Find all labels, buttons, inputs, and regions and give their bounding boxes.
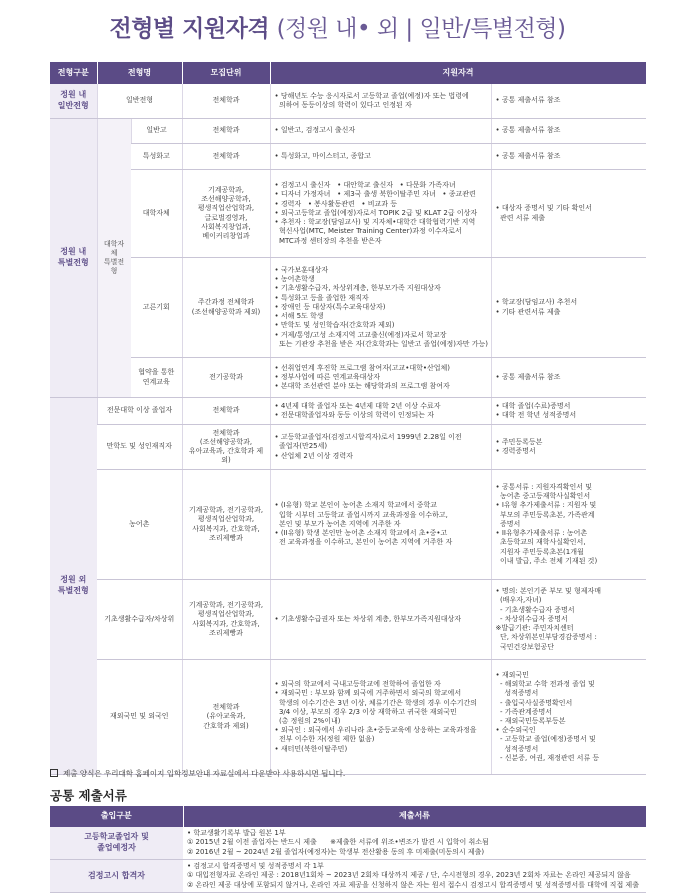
- type-name: 전문대학 이상 졸업자: [97, 398, 182, 425]
- list-line: • 새터민(북한이탈주민): [274, 744, 348, 753]
- list-line: • 외국의 학교에서 국내고등학교에 전학하여 졸업한 자: [274, 680, 441, 689]
- page-title: 전형별 지원자격 (정원 내• 외 | 일반/특별전형): [109, 16, 566, 42]
- list-line: • 서해 5도 학생: [274, 312, 324, 321]
- doc-cell: [491, 580, 646, 660]
- list-line: • 특성화고, 마이스터고, 종합고: [274, 151, 371, 160]
- table-row: [50, 144, 646, 170]
- type-name: 만학도 및 성인재직자: [97, 425, 182, 470]
- qual-cell: [270, 84, 491, 119]
- col-header: 출입구분: [50, 806, 183, 827]
- list-line: 국민건강보험공단: [495, 642, 555, 651]
- type-name: 특성화고: [131, 144, 182, 170]
- qual-cell: [270, 425, 491, 470]
- qual-cell: [270, 358, 491, 398]
- list-line: • 검정고시 출신자 • 대안학교 출신자 • 다문화 가족자녀: [274, 181, 456, 190]
- list-line: 졸업자(만25세): [274, 442, 328, 451]
- list-line: (배우자,자녀): [495, 596, 542, 605]
- qual-cell: [270, 170, 491, 258]
- list-line: • (II유형) 학생 본인만 농어촌 소재지 학교에서 초•중•고: [274, 529, 448, 538]
- list-line: - 기초생활수급자 증명서: [495, 605, 575, 614]
- doc-cell: [491, 398, 646, 425]
- doc-cell: [491, 84, 646, 119]
- list-line: • 특성화고 등을 졸업한 재직자: [274, 293, 369, 302]
- list-line: 혁신사업(MTC, Meister Training Center)과정 이수자로서: [274, 227, 462, 236]
- list-line: • 선취업연계 후진학 프로그램 참여자(고교•대학•산업체): [274, 363, 451, 372]
- list-line: 단, 차상위본인부담경감증명서 :: [495, 633, 597, 642]
- doc-cell: [491, 470, 646, 580]
- list-line: 농어촌 중고등재학사실확인서: [495, 492, 591, 501]
- list-line: 학생의 이수기간은 3년 이상, 체류기간은 학생의 경우 이수기간의: [274, 698, 478, 707]
- col-header: 전형명: [97, 62, 182, 84]
- qualification-table: [50, 62, 647, 775]
- list-line: • 주민등록등본: [495, 437, 543, 446]
- table-row: [50, 84, 646, 119]
- list-line: • 장애인 등 대상자(특수교육대상자): [274, 302, 386, 311]
- list-line: ② 2016년 2월 ~ 2024년 2월 졸업자(예정자)는 학생부 전산활용 동의 후 미제출(미동의시 제출): [187, 847, 485, 856]
- list-line: • 공통 제출서류 참조: [495, 126, 561, 135]
- list-line: 성적증명서: [495, 689, 539, 698]
- list-line: (총 정원의 2%이내): [274, 717, 341, 725]
- table-row: [50, 580, 646, 660]
- category-cell: 정원 내 일반전형: [50, 84, 97, 119]
- list-line: • 고등학교졸업자(검정고시합격자)로서 1999년 2.28일 이전: [274, 433, 462, 442]
- category-cell: 고등학교졸업자 및 졸업예정자: [50, 827, 183, 860]
- list-line: 성적증명서: [495, 744, 539, 753]
- list-line: • 명의: 본인기준 부모 및 형제자매: [495, 587, 602, 596]
- table-row: [50, 258, 646, 358]
- list-line: • 디자너 가정자녀 • 제3국 출생 북한이탈주민 자녀 • 종교관련: [274, 190, 476, 199]
- list-line: • 본대학 조선관련 분야 또는 해당학과의 프로그램 참여자: [274, 382, 450, 391]
- doc-cell: [183, 827, 646, 860]
- unit-cell: 기계공학과, 전기공학과, 평생직업산업학과, 사회복지과, 간호학과, 조리제빵과: [182, 580, 270, 660]
- table-row: [50, 170, 646, 258]
- qual-cell: [270, 119, 491, 144]
- unit-cell: 전체학과: [182, 144, 270, 170]
- doc-cell: [491, 170, 646, 258]
- list-line: • 외국인 : 외국에서 우리나라 초•중등교육에 상응하는 교육과정을: [274, 726, 477, 735]
- list-line: 3/4 이상, 부모의 경우 2/3 이상 재학하고 귀국한 재외국민: [274, 707, 457, 716]
- list-line: • II유형추가제출서류 : 농어촌: [495, 529, 588, 538]
- doc-cell: [491, 119, 646, 144]
- type-name: 농어촌: [97, 470, 182, 580]
- list-line: • (I유형) 학교 본인이 농어촌 소재지 학교에서 중학교: [274, 501, 437, 510]
- list-line: 증명서: [495, 519, 521, 528]
- list-line: 또는 기관장 추천을 받은 자(간호학과는 일반고 졸업(예정)자만 가능): [274, 339, 489, 348]
- list-line: • 재외국민: [495, 670, 529, 679]
- list-line: 전부 이수한 자(정원 제한 없음): [274, 735, 375, 744]
- category-cell: 검정고시 합격자: [50, 860, 183, 893]
- list-line: • 일반고, 검정고시 출신자: [274, 126, 356, 135]
- col-header: 제출서류: [183, 806, 646, 827]
- table-row: [50, 660, 646, 775]
- qual-cell: [270, 470, 491, 580]
- list-line: • I유형 추가제출서류 : 지원자 및: [495, 501, 597, 510]
- list-line: ② 온라인 제공 대상에 포함되지 않거나, 온라인 자료 제공을 신청하지 않은 자는 원서 접수시 검정고시 합격증명서 및 성적증명서를 대학에 직접 제출: [187, 880, 639, 889]
- table-row: [50, 470, 646, 580]
- list-line: ① 2015년 2월 이전 졸업자는 반드시 제출 ※제출한 서류에 위조•변조가 발견 시 입학이 취소됨: [187, 838, 489, 847]
- list-line: ※발급기관: 주민자치센터: [495, 624, 574, 633]
- doc-cell: [491, 144, 646, 170]
- list-line: • 대상자 증명서 및 기타 확인서: [495, 204, 592, 213]
- list-line: • 공통서류 : 지원자격확인서 및: [495, 482, 593, 491]
- list-line: • 재외국민 : 부모와 함께 외국에 거주하면서 외국의 학교에서: [274, 689, 462, 698]
- group-cell: 대학자체 특별전형: [97, 119, 131, 398]
- list-line: MTC과정 센터장의 추천을 받은자: [274, 236, 382, 245]
- table-row: [50, 119, 646, 144]
- type-name: 협약을 통한 연계교육: [131, 358, 182, 398]
- docs-section-title: 공통 제출서류: [50, 788, 127, 803]
- doc-cell: [491, 258, 646, 358]
- category-cell: 정원 외 특별전형: [50, 398, 97, 775]
- list-line: • 농어촌학생: [274, 275, 315, 284]
- list-line: 부모의 주민등록초본, 가족관계: [495, 510, 595, 519]
- type-name: 재외국민 및 외국인: [97, 660, 182, 775]
- qual-cell: [270, 258, 491, 358]
- list-line: • 당해년도 수능 응시자로서 고등학교 졸업(예정)자 또는 법령에: [274, 91, 469, 100]
- list-line: - 신분증, 여권, 재정관련 서류 등: [495, 753, 600, 762]
- list-line: 이내 발급, 주소 전체 기재된 것): [495, 556, 598, 565]
- list-line: 관련 서류 제출: [495, 213, 545, 222]
- list-line: • 경력자 • 봉사활동관련 • 비교과 등: [274, 199, 398, 208]
- list-line: • 기초생활수급권자 또는 차상위 계층, 한부모가족지원대상자: [274, 614, 462, 623]
- unit-cell: 전체학과: [182, 84, 270, 119]
- unit-cell: 전체학과: [182, 119, 270, 144]
- list-line: • 외국고등학교 졸업(예정)자로서 TOPIK 2급 및 KLAT 2급 이상자: [274, 208, 478, 217]
- list-line: • 추천자 : 학교장(담임교사) 및 지자체•대학간 대학협력기반 지역: [274, 218, 476, 227]
- list-line: • 기타 관련서류 제출: [495, 307, 561, 316]
- list-line: • 국가보훈대상자: [274, 265, 329, 274]
- category-cell: 정원 내 특별전형: [50, 119, 97, 398]
- type-name: 고른기회: [131, 258, 182, 358]
- doc-cell: [491, 660, 646, 775]
- doc-cell: [491, 425, 646, 470]
- list-line: - 출입국사실증명확인서: [495, 698, 573, 707]
- list-line: • 공통 제출서류 참조: [495, 372, 561, 381]
- unit-cell: 전기공학과: [182, 358, 270, 398]
- unit-cell: 전체학과 (조선해양공학과, 유아교육과, 간호학과 제외): [182, 425, 270, 470]
- list-line: • 4년제 대학 졸업자 또는 4년제 대학 2년 이상 수료자: [274, 401, 441, 410]
- list-line: - 가족관계증명서: [495, 707, 553, 716]
- col-header: 전형구분: [50, 62, 97, 84]
- qual-cell: [270, 580, 491, 660]
- list-line: - 해외학교 수학 전과정 졸업 및: [495, 680, 595, 689]
- table-row: [50, 398, 646, 425]
- list-line: - 차상위수급자 증명서: [495, 614, 568, 623]
- list-line: • 산업체 2년 이상 경력자: [274, 451, 353, 460]
- unit-cell: 기계공학과, 조선해양공학과, 평생직업산업학과, 글로벌경영과, 사회복지창업과, 베이커리창업과: [182, 170, 270, 258]
- list-line: - 고등학교 졸업(예정)증명서 및: [495, 735, 596, 744]
- type-name: 일반전형: [97, 84, 182, 119]
- table-row: [50, 827, 646, 860]
- col-header: 지원자격: [270, 62, 646, 84]
- unit-cell: 전체학과 (유아교육과, 간호학과 제외): [182, 660, 270, 775]
- list-line: • 대학 전 학년 성적증명서: [495, 411, 577, 419]
- table-row: [50, 358, 646, 398]
- unit-cell: 주간과정 전체학과 (조선해양공학과 제외): [182, 258, 270, 358]
- list-line: 지원자 주민등록초본(1개월: [495, 547, 584, 556]
- list-line: - 재외국민등록부등본: [495, 717, 566, 725]
- list-line: • 거제/통영/고성 소재지역 고교출신(예정)자로서 학교장: [274, 330, 447, 339]
- qual-cell: [270, 144, 491, 170]
- type-name: 기초생활수급자/차상위: [97, 580, 182, 660]
- list-line: • 정부사업에 따른 연계교육대상자: [274, 372, 380, 381]
- list-line: 전 교육과정을 이수하고, 본인이 농어촌 지역에 거주한 자: [274, 538, 453, 547]
- list-line: 의하여 동등이상의 학력이 있다고 인정된 자: [274, 101, 412, 109]
- qual-cell: [270, 660, 491, 775]
- qual-cell: [270, 398, 491, 425]
- list-line: • 공통 제출서류 참조: [495, 151, 561, 160]
- unit-cell: 기계공학과, 전기공학과, 평생직업산업학과, 사회복지과, 간호학과, 조리제빵과: [182, 470, 270, 580]
- list-line: 초등학교의 재학사실확인서,: [495, 538, 586, 547]
- doc-cell: [491, 358, 646, 398]
- list-line: 본인 및 부모가 농어촌 지역에 거주한 자: [274, 519, 401, 528]
- list-line: • 기초생활수급자, 차상위계층, 한부모가족 지원대상자: [274, 284, 441, 293]
- list-line: ① 대입전형자료 온라인 제공 : 2018년1회차 ~ 2023년 2회차 대상까지 제공 / 단, 수시전형의 경우, 2023년 2회차 자료는 온라인 제공되지 않음: [187, 871, 631, 880]
- list-line: • 만학도 및 성인학습자(간호학과 제외): [274, 321, 395, 330]
- list-line: • 전문대학졸업자와 동등 이상의 학력이 인정되는 자: [274, 411, 434, 419]
- list-line: • 순수외국인: [495, 726, 536, 735]
- list-line: 입학 시부터 고등학교 졸업시까지 교육과정을 이수하고,: [274, 510, 448, 519]
- table-row: [50, 425, 646, 470]
- list-line: • 검정고시 합격증명서 및 성적증명서 각 1부: [187, 862, 324, 871]
- list-line: • 학교장(담임교사) 추천서: [495, 298, 578, 307]
- common-docs-table: [50, 806, 647, 893]
- unit-cell: 전체학과: [182, 398, 270, 425]
- col-header: 모집단위: [182, 62, 270, 84]
- list-line: • 대학 졸업(수료)증명서: [495, 401, 571, 410]
- type-name: 대학자체: [131, 170, 182, 258]
- type-name: 일반고: [131, 119, 182, 144]
- list-line: • 공통 제출서류 참조: [495, 96, 561, 105]
- list-line: • 학교생활기록부 발급 원본 1부: [187, 829, 286, 838]
- form-note: 제출 양식은 우리대학 홈페이지 입학정보안내 자료실에서 다운받아 사용하시면 됩니다.: [50, 768, 345, 779]
- list-line: • 경력증명서: [495, 447, 536, 455]
